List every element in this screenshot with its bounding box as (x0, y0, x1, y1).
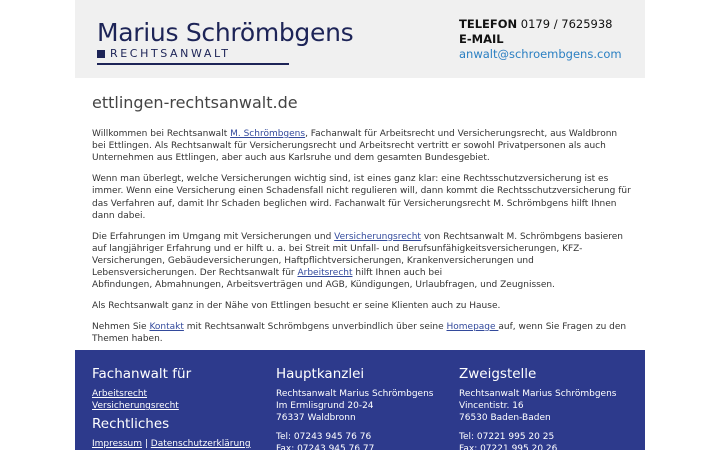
footer-heading-rechtliches: Rechtliches (92, 416, 170, 432)
logo-square-icon (97, 50, 105, 58)
contact-paragraph (92, 321, 632, 345)
hauptkanzlei-fax: Fax: 07243 945 76 77 (276, 444, 375, 454)
zweigstelle-tel: Tel: 07221 995 20 25 (459, 432, 555, 442)
footer-link-impressum[interactable]: Impressum (92, 439, 143, 449)
header-contact (459, 17, 622, 62)
telefon-value: 0179 / 7625938 (520, 17, 613, 31)
logo-name: Marius Schrömbgens (97, 18, 354, 47)
versicherungsrecht-link[interactable]: Versicherungsrecht (334, 231, 421, 242)
p1-text-after: , Fachanwalt für Arbeitsrecht und Versicherungsrecht, aus Waldbronn bei Ettlingen. Als Rechtsanwalt für Versicherungsrecht und Arbeitsrecht vertritt er sowohl Privatpersonen als auch Unternehmen aus Ettlingen, aber auch aus Karlsruhe und dem gesamten Bundesgebiet. (92, 129, 618, 164)
p3-text-list: Abfindungen, Abmahnungen, Arbeitsverträgen und AGB, Kündigungen, Urlaubfragen, und Zeugnissen. (92, 280, 555, 291)
hauptkanzlei-name: Rechtsanwalt Marius Schrömbgens (276, 389, 434, 399)
site-header (75, 0, 645, 78)
footer-col-zweigstelle (459, 366, 616, 455)
p3-text-mid: von Rechtsanwalt M. Schrömbgens basieren auf langjähriger Erfahrung und er hilft u. a. bei Streit mit Unfall- und Berufsunfähigkeitsversicherungen, KFZ-Versicherungen, Gebäudeversicherungen, Haftpflichtversicherungen, Krankenversicherungen und Lebensversicherungen. Der Rechtsanwalt für (92, 231, 624, 279)
footer-heading-zweigstelle: Zweigstelle (459, 366, 537, 382)
footer-link-datenschutz[interactable]: Datenschutzerklärung (150, 439, 251, 449)
zweigstelle-name: Rechtsanwalt Marius Schrömbgens (459, 389, 617, 399)
email-link[interactable]: anwalt@schroembgens.com (459, 47, 622, 61)
footer-col-hauptkanzlei (276, 366, 433, 455)
footer-heading-hauptkanzlei: Hauptkanzlei (276, 366, 365, 382)
footer-link-versicherungsrecht[interactable]: Versicherungsrecht (92, 401, 179, 411)
site-footer (75, 350, 645, 454)
logo-subtitle: RECHTSANWALT (110, 47, 231, 60)
hauptkanzlei-city: 76337 Waldbronn (276, 413, 356, 423)
hauptkanzlei-tel: Tel: 07243 945 76 76 (276, 432, 372, 442)
email-label: E-MAIL (459, 32, 504, 46)
kontakt-link[interactable]: Kontakt (149, 322, 184, 333)
intro-paragraph (92, 128, 632, 165)
telefon-line (459, 17, 622, 32)
email-line (459, 32, 622, 47)
zweigstelle-street: Vincentistr. 16 (459, 401, 524, 411)
hauptkanzlei-street: Im Ermlisgrund 20-24 (276, 401, 374, 411)
arbeitsrecht-link[interactable]: Arbeitsrecht (297, 268, 353, 279)
m-schroembgens-link[interactable]: M. Schrömbgens (230, 129, 306, 139)
p5-text-after: auf, wenn Sie Fragen zu den Themen haben. (92, 322, 627, 345)
footer-link-arbeitsrecht[interactable]: Arbeitsrecht (92, 389, 148, 399)
telefon-label: TELEFON (459, 17, 518, 31)
zweigstelle-fax: Fax: 07221 995 20 26 (459, 444, 558, 454)
logo-underline (97, 63, 289, 65)
logo[interactable] (97, 20, 353, 65)
page-title: ettlingen-rechtsanwalt.de (92, 93, 298, 112)
zweigstelle-city: 76530 Baden-Baden (459, 413, 551, 423)
p1-text-before: Willkommen bei Rechtsanwalt (92, 129, 231, 139)
footer-separator: | (142, 439, 151, 449)
footer-heading-fachanwalt: Fachanwalt für (92, 366, 192, 382)
visit-paragraph: Als Rechtsanwalt ganz in der Nähe von Ettlingen besucht er seine Klienten auch zu Hause. (92, 301, 501, 312)
footer-col-fachanwalt (92, 366, 251, 450)
p3-text-after: hilft Ihnen auch bei (352, 268, 443, 279)
p5-text-mid: mit Rechtsanwalt Schrömbgens unverbindlich über seine (183, 322, 447, 333)
p5-text-before: Nehmen Sie (92, 322, 150, 333)
insurance-paragraph: Wenn man überlegt, welche Versicherungen wichtig sind, ist eines ganz klar: eine Rechtsschutzversicherung ist es immer. Wenn eine Versicherung einen Schadensfall nicht regulieren will, dann kommt die Rechtsschutzversicherung für das Verfahren auf, damit Ihr Schaden beglichen wird. Fachanwalt für Versicherungsrecht M. Schrömbgens hilft Ihnen dann dabei. (92, 174, 631, 221)
p3-text-before: Die Erfahrungen im Umgang mit Versicherungen und (92, 231, 335, 242)
logo-subtitle-row (97, 48, 353, 60)
experience-paragraph (92, 231, 632, 292)
main-content (92, 93, 632, 354)
homepage-link[interactable]: Homepage (446, 322, 499, 333)
